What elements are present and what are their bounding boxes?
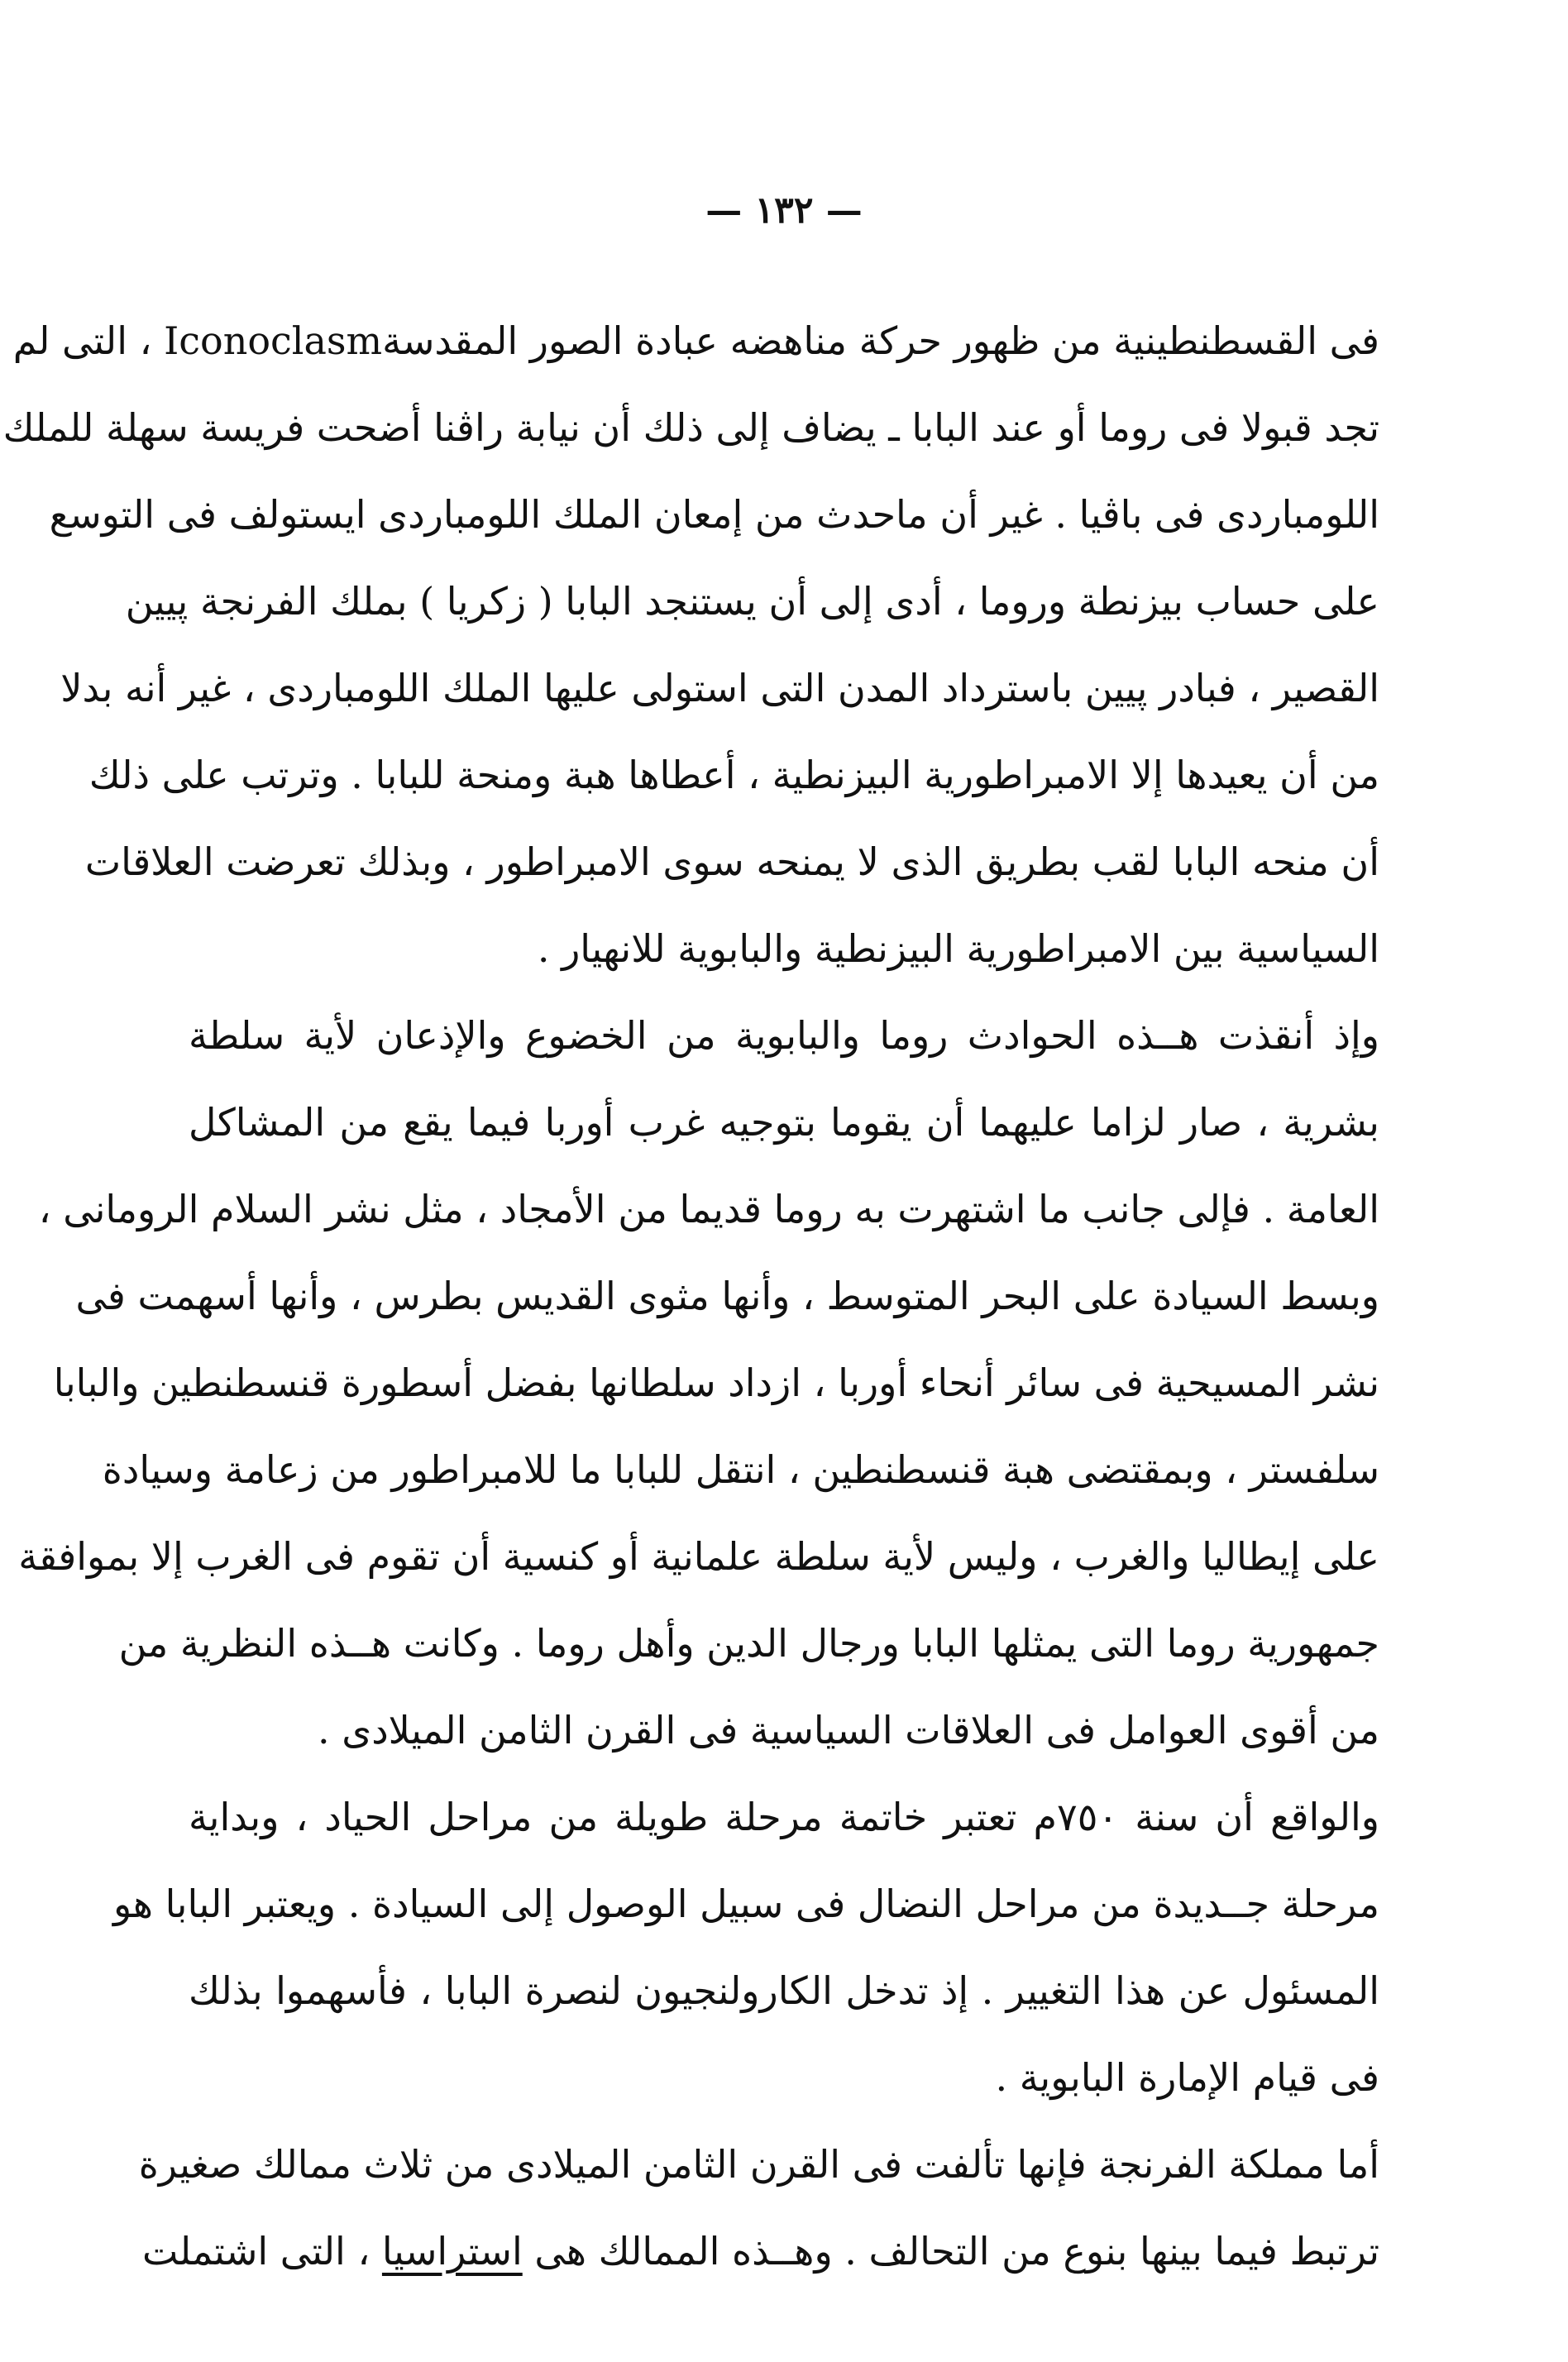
text-line: أما مملكة الفرنجة فإنها تألفت فى القرن الثامن الميلادى من ثلاث ممالك صغيرة	[138, 2142, 1379, 2187]
paragraph	[18, 992, 1379, 1774]
text-line: بشرية ، صار لزاما عليهما أن يقوما بتوجيه غرب أوربا فيما يقع من المشاكل	[189, 1100, 1379, 1145]
paragraph	[2, 298, 1379, 992]
text-line-end: ، التى اشتملت	[141, 2229, 370, 2274]
underlined-term: استراسيا	[381, 2229, 523, 2274]
text-line-start: ترتبط فيما بينها بنوع من التحالف . وهــذه الممالك هى	[534, 2229, 1379, 2274]
text-line: من أقوى العوامل فى العلاقات السياسية فى القرن الثامن الميلادى .	[317, 1708, 1379, 1752]
text-line: وبسط السيادة على البحر المتوسط ، وأنها مثوى القديس بطرس ، وأنها أسهمت فى	[75, 1274, 1379, 1318]
page-number: — ١٣٢ —	[705, 189, 863, 232]
text-line: اللومباردى فى باڤيا . غير أن ماحدث من إمعان الملك اللومباردى ايستولف فى التوسع	[49, 492, 1379, 537]
paragraph	[138, 2121, 1379, 2295]
text-line: والواقع أن سنة ٧٥٠م تعتبر خاتمة مرحلة طويلة من مراحل الحياد ، وبداية	[189, 1795, 1379, 1839]
text-line: على إيطاليا والغرب ، وليس لأية سلطة علمانية أو كنسية أن تقوم فى الغرب إلا بموافقة	[18, 1534, 1379, 1579]
text-line: سلفستر ، وبمقتضى هبة قنسطنطين ، انتقل للبابا ما للامبراطور من زعامة وسيادة	[102, 1447, 1379, 1492]
paragraph	[113, 1774, 1379, 2121]
text-line: العامة . فإلى جانب ما اشتهرت به روما قديما من الأمجاد ، مثل نشر السلام الرومانى ،	[38, 1187, 1379, 1231]
text-line: فى قيام الإمارة البابوية .	[995, 2055, 1379, 2100]
body-text	[2, 298, 1379, 2295]
text-line: نشر المسيحية فى سائر أنحاء أوربا ، ازداد سلطانها بفضل أسطورة قنسطنطين والبابا	[53, 1360, 1379, 1405]
text-line: على حساب بيزنطة وروما ، أدى إلى أن يستنجد البابا ( زكريا ) بملك الفرنجة پيين	[125, 579, 1379, 624]
text-line: السياسية بين الامبراطورية البيزنطية والبابوية للانهيار .	[537, 926, 1379, 971]
text-line: من أن يعيدها إلا الامبراطورية البيزنطية ، أعطاها هبة ومنحة للبابا . وترتب على ذلك	[88, 753, 1379, 797]
text-line: المسئول عن هذا التغيير . إذ تدخل الكارولنجيون لنصرة البابا ، فأسهموا بذلك	[189, 1968, 1379, 2013]
text-line	[141, 2208, 1379, 2295]
text-line: وإذ أنقذت هــذه الحوادث روما والبابوية من الخضوع والإذعان لأية سلطة	[189, 1013, 1379, 1058]
text-line: تجد قبولا فى روما أو عند البابا ـ يضاف إلى ذلك أن نيابة راڤنا أضحت فريسة سهلة للملك	[2, 405, 1379, 450]
text-line: فى القسطنطينية من ظهور حركة مناهضه عبادة الصور المقدسةIconoclasm ، التى لم	[12, 318, 1379, 363]
text-line: جمهورية روما التى يمثلها البابا ورجال الدين وأهل روما . وكانت هــذه النظرية من	[118, 1621, 1379, 1666]
text-line: مرحلة جــديدة من مراحل النضال فى سبيل الوصول إلى السيادة . ويعتبر البابا هو	[113, 1881, 1379, 1926]
text-line: أن منحه البابا لقب بطريق الذى لا يمنحه سوى الامبراطور ، وبذلك تعرضت العلاقات	[84, 839, 1379, 884]
text-line: القصير ، فبادر پيين باسترداد المدن التى استولى عليها الملك اللومباردى ، غير أنه بدلا	[60, 666, 1379, 710]
